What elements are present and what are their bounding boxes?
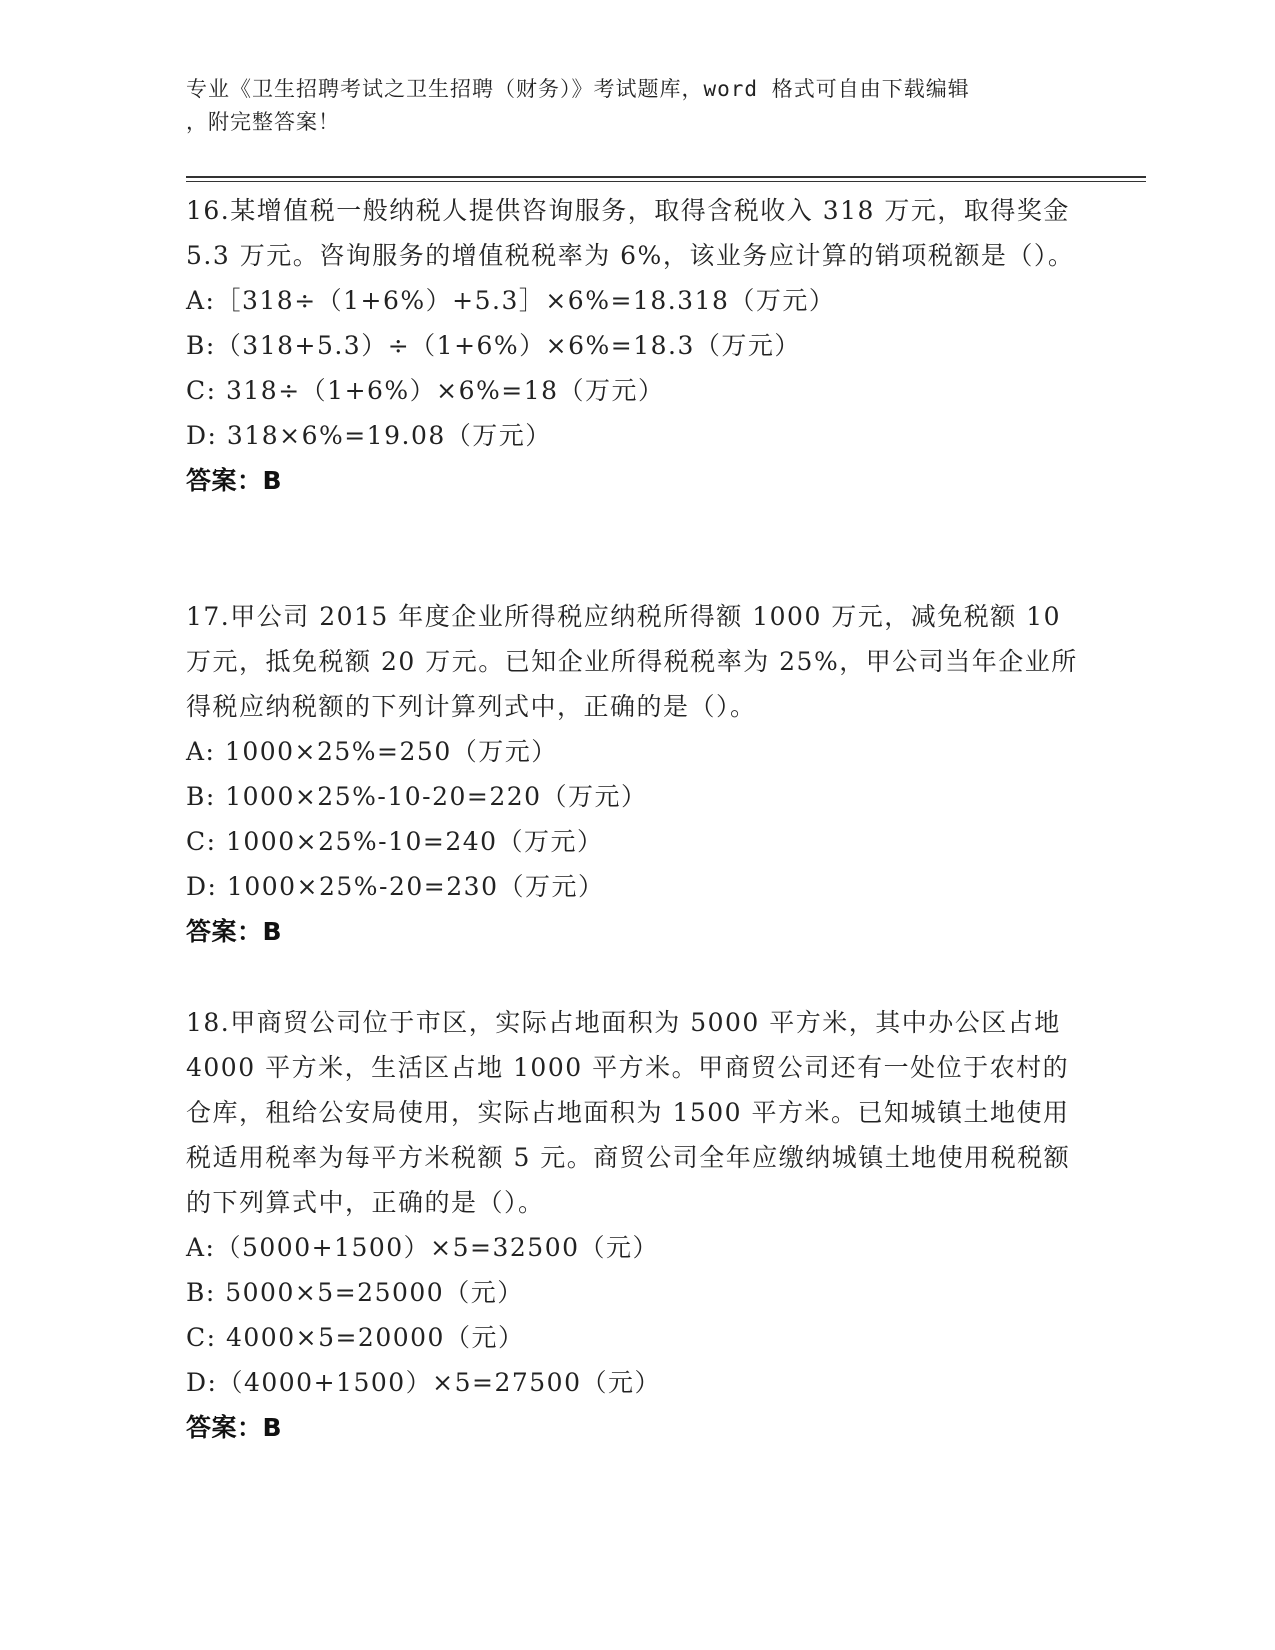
question-stem: 16.某增值税一般纳税人提供咨询服务，取得含税收入 318 万元，取得奖金 5.3 万元。咨询服务的增值税税率为 6%，该业务应计算的销项税额是（）。 (186, 196, 1075, 270)
option-a: A:［318÷（1+6%）+5.3］×6%=18.318（万元） (186, 286, 836, 315)
option-a: A: 1000×25%=250（万元） (186, 737, 558, 766)
option-c: C: 318÷（1+6%）×6%=18（万元） (186, 376, 665, 405)
question-17 (186, 594, 1086, 954)
answer: 答案：B (186, 917, 283, 946)
answer: 答案：B (186, 1413, 283, 1442)
option-b: B:（318+5.3）÷（1+6%）×6%=18.3（万元） (186, 331, 801, 360)
header-line-1: 专业《卫生招聘考试之卫生招聘（财务）》考试题库，word 格式可自由下载编辑 (186, 77, 970, 101)
option-c: C: 1000×25%-10=240（万元） (186, 827, 604, 856)
option-d: D:（4000+1500）×5=27500（元） (186, 1368, 661, 1397)
option-d: D: 1000×25%-20=230（万元） (186, 872, 605, 901)
answer: 答案：B (186, 466, 283, 495)
question-18 (186, 1000, 1086, 1450)
option-c: C: 4000×5=20000（元） (186, 1323, 525, 1352)
question-stem: 17.甲公司 2015 年度企业所得税应纳税所得额 1000 万元，减免税额 10 万元，抵免税额 20 万元。已知企业所得税税率为 25%，甲公司当年企业所得税应纳税额的下列计算列式中，正确的是（）。 (186, 602, 1078, 721)
question-stem: 18.甲商贸公司位于市区，实际占地面积为 5000 平方米，其中办公区占地 4000 平方米，生活区占地 1000 平方米。甲商贸公司还有一处位于农村的仓库，租给公安局使用，实际占地面积为 1500 平方米。已知城镇土地使用税适用税率为每平方米税额 5 元。商贸公司全年应缴纳城镇土地使用税税额的下列算式中，正确的是（）。 (186, 1008, 1071, 1217)
option-d: D: 318×6%=19.08（万元） (186, 421, 552, 450)
header-divider-thin (186, 181, 1146, 182)
header-line-2: ，附完整答案！ (186, 110, 340, 134)
question-16 (186, 188, 1086, 503)
option-b: B: 5000×5=25000（元） (186, 1278, 524, 1307)
option-b: B: 1000×25%-10-20=220（万元） (186, 782, 648, 811)
option-a: A:（5000+1500）×5=32500（元） (186, 1233, 659, 1262)
header-divider-thick (186, 176, 1146, 178)
document-header (186, 73, 1066, 139)
